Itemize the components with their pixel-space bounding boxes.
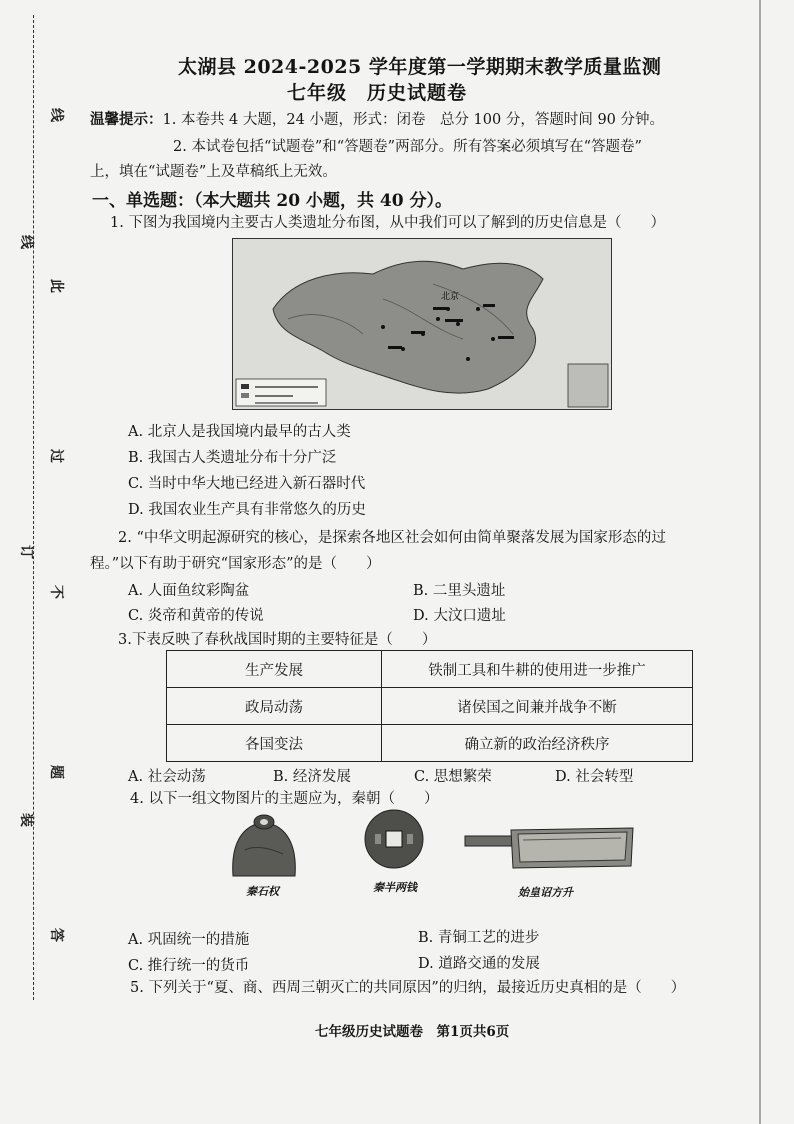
exam-subtitle: 七年级 历史试题卷: [287, 82, 468, 104]
table-cell: 生产发展: [167, 651, 382, 688]
margin-char: 答: [48, 928, 64, 942]
q3-option-b[interactable]: B. 经济发展: [273, 769, 351, 785]
table-row: [167, 725, 693, 762]
table-row: [167, 688, 693, 725]
notice-line-2: 2. 本试卷包括“试题卷”和“答题卷”两部分。所有答案必须填写在“答题卷”: [173, 139, 642, 155]
q4-option-d[interactable]: D. 道路交通的发展: [418, 956, 540, 972]
table-cell: 诸侯国之间兼并战争不断: [382, 688, 693, 725]
q1-option-b[interactable]: B. 我国古人类遗址分布十分广泛: [128, 450, 337, 466]
margin-char: 不: [48, 585, 64, 599]
q1-option-a[interactable]: A. 北京人是我国境内最早的古人类: [128, 424, 351, 440]
margin-char: 此: [48, 279, 64, 293]
margin-char: 题: [48, 765, 64, 779]
china-map-graphic: [233, 239, 611, 409]
ancient-sites-map: [232, 238, 612, 410]
q4-option-c[interactable]: C. 推行统一的货币: [128, 958, 250, 974]
q3-feature-table: [166, 650, 693, 762]
q3-option-d[interactable]: D. 社会转型: [555, 769, 634, 785]
banliang-coin-image: [363, 808, 425, 874]
q2-option-b[interactable]: B. 二里头遗址: [413, 583, 506, 599]
table-cell: 铁制工具和牛耕的使用进一步推广: [382, 651, 693, 688]
section-title: 一、单选题：（本大题共 20 小题，共 40 分）。: [92, 191, 452, 211]
q3-stem: 3.下表反映了春秋战国时期的主要特征是（ ）: [118, 632, 437, 648]
notice-text-1: 1. 本卷共 4 大题，24 小题，形式：闭卷 总分 100 分，答题时间 90 分钟。: [162, 112, 665, 128]
square-measure-image: [463, 822, 635, 876]
q3-option-c[interactable]: C. 思想繁荣: [414, 769, 492, 785]
exam-title: 太湖县 2024-2025 学年度第一学期期末教学质量监测: [178, 56, 662, 78]
q2-stem-line2: 程。”以下有助于研究“国家形态”的是（ ）: [90, 556, 381, 572]
table-row: [167, 651, 693, 688]
stone-weight-image: [225, 810, 303, 884]
page-footer: 七年级历史试题卷 第1页共6页: [315, 1024, 510, 1040]
margin-char: 装: [18, 813, 34, 827]
binding-dashed-line: [33, 15, 34, 1000]
margin-char: 线: [18, 235, 34, 249]
table-cell: 各国变法: [167, 725, 382, 762]
q1-option-d[interactable]: D. 我国农业生产具有非常悠久的历史: [128, 502, 366, 518]
notice-label: 温馨提示：: [90, 111, 163, 128]
caption-square-measure: 始皇诏方升: [518, 886, 573, 899]
q4-stem: 4. 以下一组文物图片的主题应为，秦朝（ ）: [130, 791, 439, 807]
q4-option-a[interactable]: A. 巩固统一的措施: [128, 932, 250, 948]
right-edge-bleed: [754, 0, 794, 1124]
q2-option-a[interactable]: A. 人面鱼纹彩陶盆: [128, 583, 250, 599]
margin-char: 过: [48, 449, 64, 463]
q3-option-a[interactable]: A. 社会动荡: [128, 769, 206, 785]
table-cell: 确立新的政治经济秩序: [382, 725, 693, 762]
q4-option-b[interactable]: B. 青铜工艺的进步: [418, 930, 540, 946]
q1-stem: 1. 下图为我国境内主要古人类遗址分布图，从中我们可以了解到的历史信息是（ ）: [110, 215, 665, 231]
margin-char: 线: [48, 108, 64, 122]
caption-stone-weight: 秦石权: [246, 885, 279, 898]
caption-banliang-coin: 秦半两钱: [373, 881, 417, 894]
notice-line-3: 上，填在“试题卷”上及草稿纸上无效。: [90, 164, 337, 180]
notice-line-1: [90, 108, 664, 129]
q5-stem: 5. 下列关于“夏、商、西周三朝灭亡的共同原因”的归纳，最接近历史真相的是（ ）: [130, 980, 686, 996]
q1-option-c[interactable]: C. 当时中华大地已经进入新石器时代: [128, 476, 366, 492]
q2-option-c[interactable]: C. 炎帝和黄帝的传说: [128, 608, 264, 624]
q2-option-d[interactable]: D. 大汶口遗址: [413, 608, 506, 624]
table-cell: 政局动荡: [167, 688, 382, 725]
map-label-beijing: 北京: [441, 292, 460, 302]
margin-char: 订: [18, 545, 34, 559]
q2-stem-line1: 2. “中华文明起源研究的核心，是探索各地区社会如何由简单聚落发展为国家形态的过: [118, 530, 666, 546]
